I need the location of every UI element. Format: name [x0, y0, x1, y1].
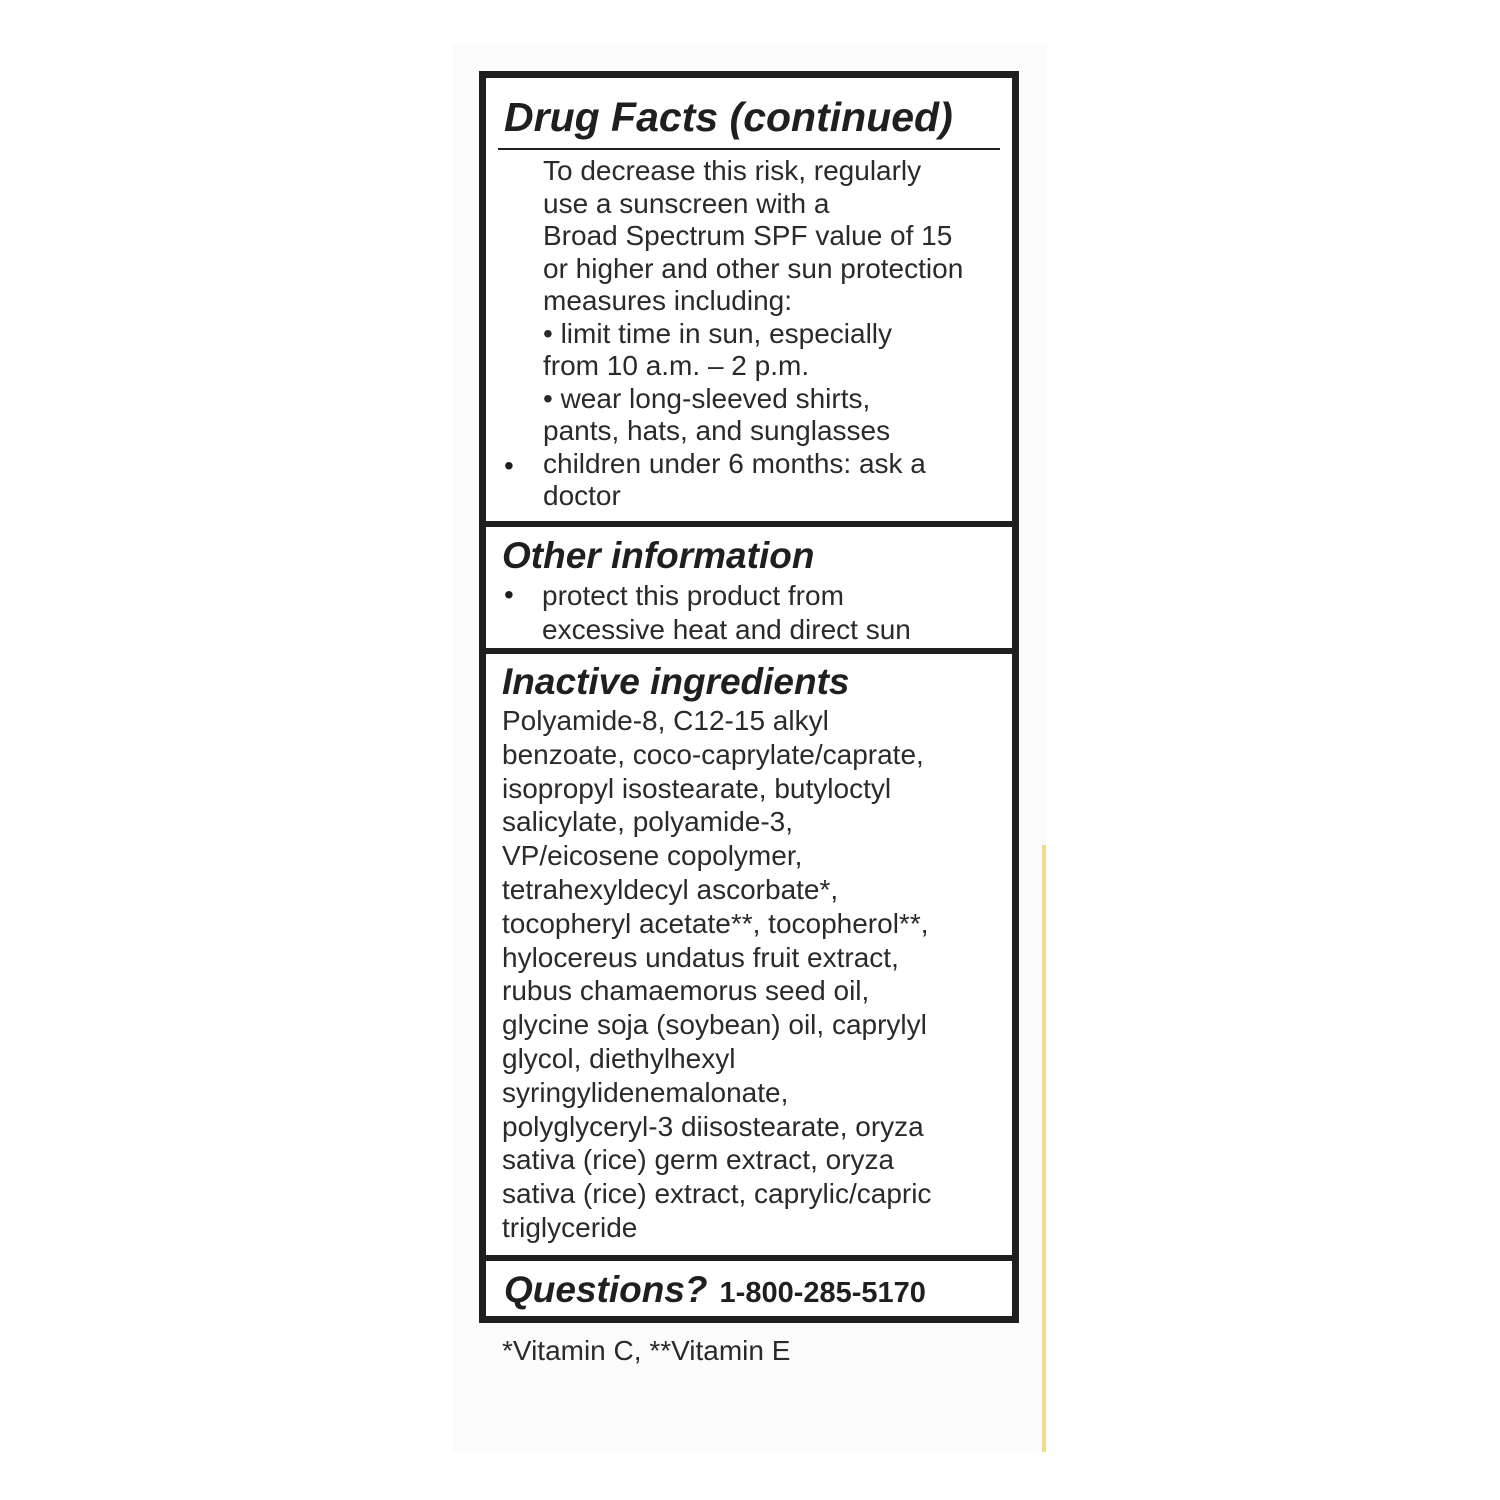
package-side-edge: [1042, 845, 1046, 1452]
vitamin-footnote: *Vitamin C, **Vitamin E: [502, 1335, 791, 1366]
other-information-item: [542, 579, 911, 647]
ingredient-line: sativa (rice) germ extract, oryza: [502, 1144, 895, 1176]
ingredient-line: polyglyceryl-3 diisostearate, oryza: [502, 1110, 924, 1142]
bullet-icon: •: [504, 450, 514, 481]
ingredient-line: hylocereus undatus fruit extract,: [502, 941, 899, 973]
ingredient-line: glycol, diethylhexyl: [502, 1042, 736, 1074]
drug-facts-heading: Drug Facts (continued): [504, 94, 953, 140]
inactive-ingredients-list: [502, 704, 931, 1245]
risk-line: To decrease this risk, regularly: [543, 155, 922, 186]
ingredient-line: VP/eicosene copolymer,: [502, 840, 803, 872]
ingredient-line: triglyceride: [502, 1211, 638, 1243]
other-information-section: [486, 527, 1012, 648]
children-item-cont: doctor: [543, 480, 621, 511]
ingredient-line: benzoate, coco-caprylate/caprate,: [502, 738, 924, 770]
inactive-ingredients-heading: Inactive ingredients: [502, 661, 850, 702]
heading-rule: [498, 148, 1000, 150]
sub-bullet-wear-clothing: • wear long-sleeved shirts,: [543, 382, 871, 414]
ingredient-line: rubus chamaemorus seed oil,: [502, 975, 870, 1007]
sub-bullet-limit-time-cont: from 10 a.m. – 2 p.m.: [543, 350, 810, 381]
questions-phone: 1-800-285-5170: [719, 1277, 926, 1309]
risk-paragraph: [543, 155, 963, 513]
other-info-line: excessive heat and direct sun: [542, 614, 911, 645]
risk-line: or higher and other sun protection: [543, 252, 964, 284]
ingredient-line: syringylidenemalonate,: [502, 1076, 789, 1108]
ingredient-line: tocopheryl acetate**, tocopherol**,: [502, 907, 929, 939]
other-information-heading: Other information: [502, 535, 815, 576]
children-item: children under 6 months: ask a: [543, 447, 926, 479]
inactive-ingredients-section: [486, 654, 1012, 1255]
ingredient-line: Polyamide-8, C12-15 alkyl: [502, 705, 829, 736]
drug-facts-continued-section: [486, 78, 1012, 521]
ingredient-line: salicylate, polyamide-3,: [502, 806, 794, 838]
sub-bullet-limit-time: • limit time in sun, especially: [543, 317, 893, 349]
questions-line: [504, 1267, 926, 1316]
risk-line: Broad Spectrum SPF value of 15: [543, 220, 953, 251]
drug-facts-box: [479, 71, 1019, 1323]
bullet-icon: •: [504, 579, 514, 610]
other-info-line: protect this product from: [542, 580, 844, 611]
risk-line: measures including:: [543, 285, 793, 316]
ingredient-line: isopropyl isostearate, butyloctyl: [502, 772, 892, 804]
risk-line: use a sunscreen with a: [543, 187, 830, 219]
ingredient-line: glycine soja (soybean) oil, caprylyl: [502, 1009, 927, 1041]
ingredient-line: sativa (rice) extract, caprylic/capric: [502, 1178, 932, 1210]
sub-bullet-wear-clothing-cont: pants, hats, and sunglasses: [543, 415, 891, 446]
questions-section: [486, 1261, 1012, 1316]
questions-heading: Questions?: [504, 1269, 708, 1310]
ingredient-line: tetrahexyldecyl ascorbate*,: [502, 873, 839, 905]
